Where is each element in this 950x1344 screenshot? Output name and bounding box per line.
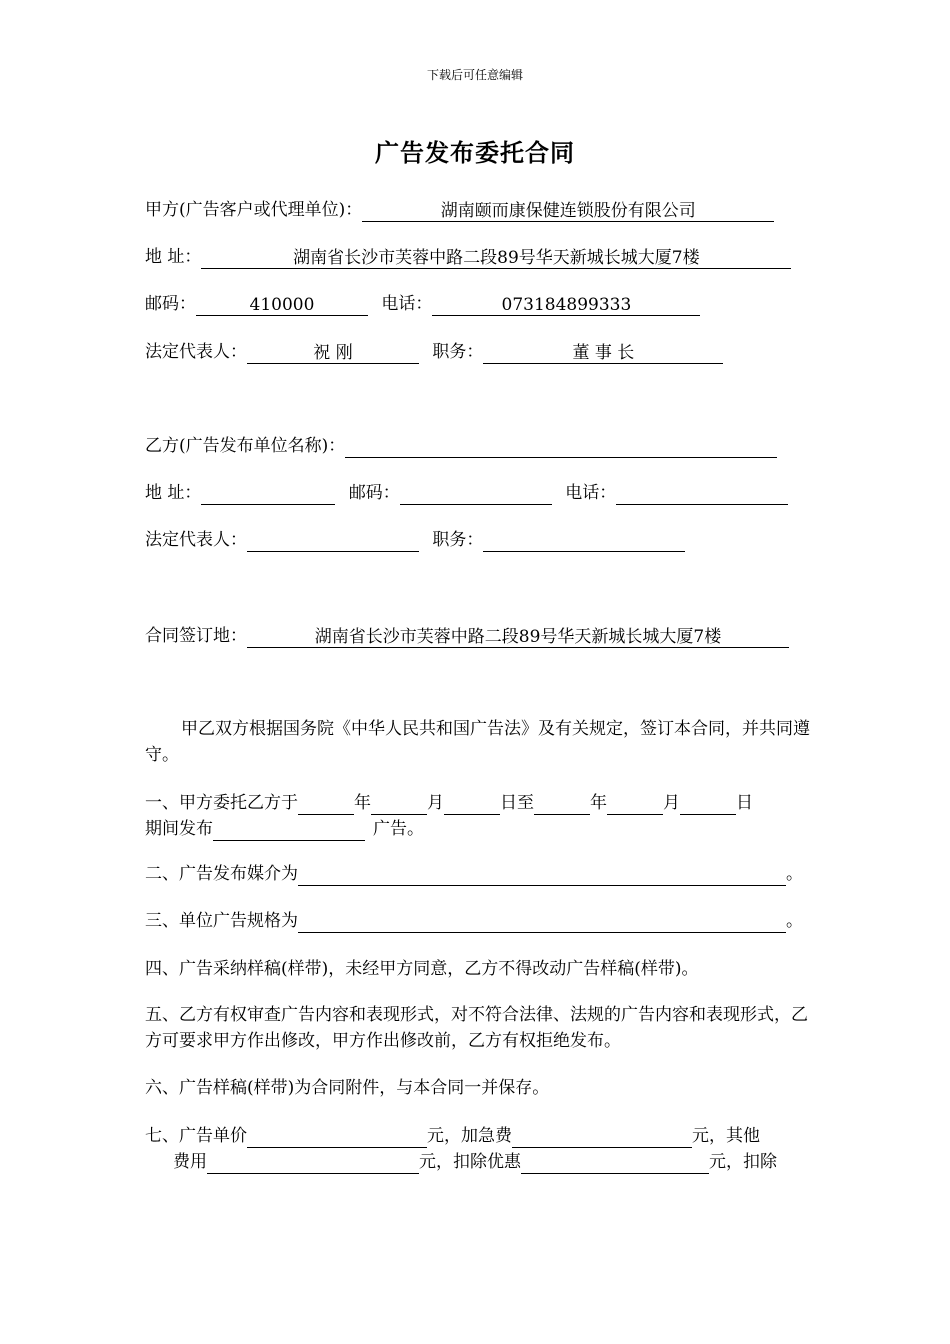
start-month-field[interactable] [371, 795, 427, 815]
party-b-line [145, 434, 777, 458]
party-a-title-label: 职务： [432, 342, 484, 362]
party-a-line [145, 198, 774, 222]
clause-7-text: 七、广告单价 [145, 1126, 247, 1146]
party-a-phone-label: 电话： [381, 294, 433, 314]
party-b-title-field[interactable] [483, 532, 685, 552]
party-b-label: 乙方(广告发布单位名称)： [145, 436, 346, 456]
clause-7-text-2: 费用 [173, 1152, 207, 1172]
end-year-field[interactable] [534, 795, 590, 815]
party-b-rep-line [145, 528, 685, 552]
unit-price-field[interactable] [247, 1128, 427, 1148]
party-a-rep-line [145, 340, 723, 364]
sign-place-label: 合同签订地： [145, 626, 247, 646]
party-a-address-field[interactable]: 湖南省长沙市芙蓉中路二段89号华天新城长城大厦7楼 [201, 249, 791, 269]
ad-content-field[interactable] [213, 821, 365, 841]
day-label: 日 [736, 793, 753, 813]
start-year-field[interactable] [298, 795, 354, 815]
clause-1-line-1 [145, 791, 753, 815]
party-a-postcode-label: 邮码： [145, 294, 196, 314]
clause-3 [145, 909, 803, 933]
clause-7-yuan-1: 元，加急费 [427, 1126, 512, 1146]
clause-7-yuan-3: 元，扣除优惠 [419, 1152, 521, 1172]
clause-1-text-3: 广告。 [373, 819, 424, 839]
clause-2 [145, 862, 803, 886]
sign-place-line [145, 624, 789, 648]
party-a-label: 甲方(广告客户或代理单位)： [145, 200, 363, 220]
clause-7-line-1 [145, 1124, 760, 1148]
party-a-address-label: 地 址： [145, 247, 202, 267]
start-day-field[interactable] [444, 795, 500, 815]
clause-7-line-2 [173, 1150, 777, 1174]
clause-2-text: 二、广告发布媒介为 [145, 864, 298, 884]
party-b-contact-line [145, 481, 788, 505]
end-month-field[interactable] [607, 795, 663, 815]
month-label: 月 [663, 793, 680, 813]
media-field[interactable] [298, 866, 786, 886]
day-to-label: 日至 [500, 793, 534, 813]
year-label: 年 [590, 793, 607, 813]
party-b-phone-label: 电话： [565, 483, 617, 503]
page-header: 下载后可任意编辑 [426, 68, 523, 82]
spec-field[interactable] [298, 913, 786, 933]
period-mark: 。 [786, 864, 803, 884]
party-b-postcode-label: 邮码： [348, 483, 400, 503]
clause-5: 五、乙方有权审查广告内容和表现形式，对不符合法律、法规的广告内容和表现形式，乙方可要求甲方作出修改，甲方作出修改前，乙方有权拒绝发布。 [145, 1005, 808, 1051]
party-b-address-field[interactable] [201, 485, 335, 505]
party-b-rep-label: 法定代表人： [145, 530, 247, 550]
party-a-postcode-field[interactable]: 410000 [196, 296, 368, 316]
year-label: 年 [354, 793, 371, 813]
clause-1-text: 一、甲方委托乙方于 [145, 793, 298, 813]
party-a-rep-field[interactable]: 祝 刚 [247, 344, 419, 364]
period-mark: 。 [786, 911, 803, 931]
party-b-postcode-field[interactable] [400, 485, 552, 505]
party-b-address-label: 地 址： [145, 483, 202, 503]
party-a-address-line [145, 245, 791, 269]
party-a-rep-label: 法定代表人： [145, 342, 247, 362]
clause-3-text: 三、单位广告规格为 [145, 911, 298, 931]
document-title: 广告发布委托合同 [375, 138, 575, 167]
party-b-rep-field[interactable] [247, 532, 419, 552]
party-b-phone-field[interactable] [616, 485, 788, 505]
party-a-phone-field[interactable]: 073184899333 [432, 296, 700, 316]
party-a-name-field[interactable]: 湖南颐而康保健连锁股份有限公司 [362, 202, 774, 222]
other-fee-field[interactable] [207, 1154, 419, 1174]
clause-7-yuan-2: 元，其他 [692, 1126, 760, 1146]
clause-6: 六、广告样稿(样带)为合同附件，与本合同一并保存。 [145, 1078, 550, 1098]
clause-7-yuan-4: 元，扣除 [709, 1152, 777, 1172]
clause-1-line-2 [145, 817, 424, 841]
end-day-field[interactable] [680, 795, 736, 815]
clause-4: 四、广告采纳样稿(样带)，未经甲方同意，乙方不得改动广告样稿(样带)。 [145, 959, 699, 979]
party-b-name-field[interactable] [345, 438, 777, 458]
party-a-title-field[interactable]: 董 事 长 [483, 344, 723, 364]
rush-fee-field[interactable] [512, 1128, 692, 1148]
party-b-title-label: 职务： [432, 530, 484, 550]
party-a-contact-line [145, 292, 700, 316]
sign-place-field[interactable]: 湖南省长沙市芙蓉中路二段89号华天新城长城大厦7楼 [247, 628, 789, 648]
discount-field[interactable] [521, 1154, 709, 1174]
intro-paragraph: 甲乙双方根据国务院《中华人民共和国广告法》及有关规定，签订本合同，并共同遵守。 [145, 719, 810, 765]
month-label: 月 [427, 793, 444, 813]
clause-1-text-2: 期间发布 [145, 819, 213, 839]
